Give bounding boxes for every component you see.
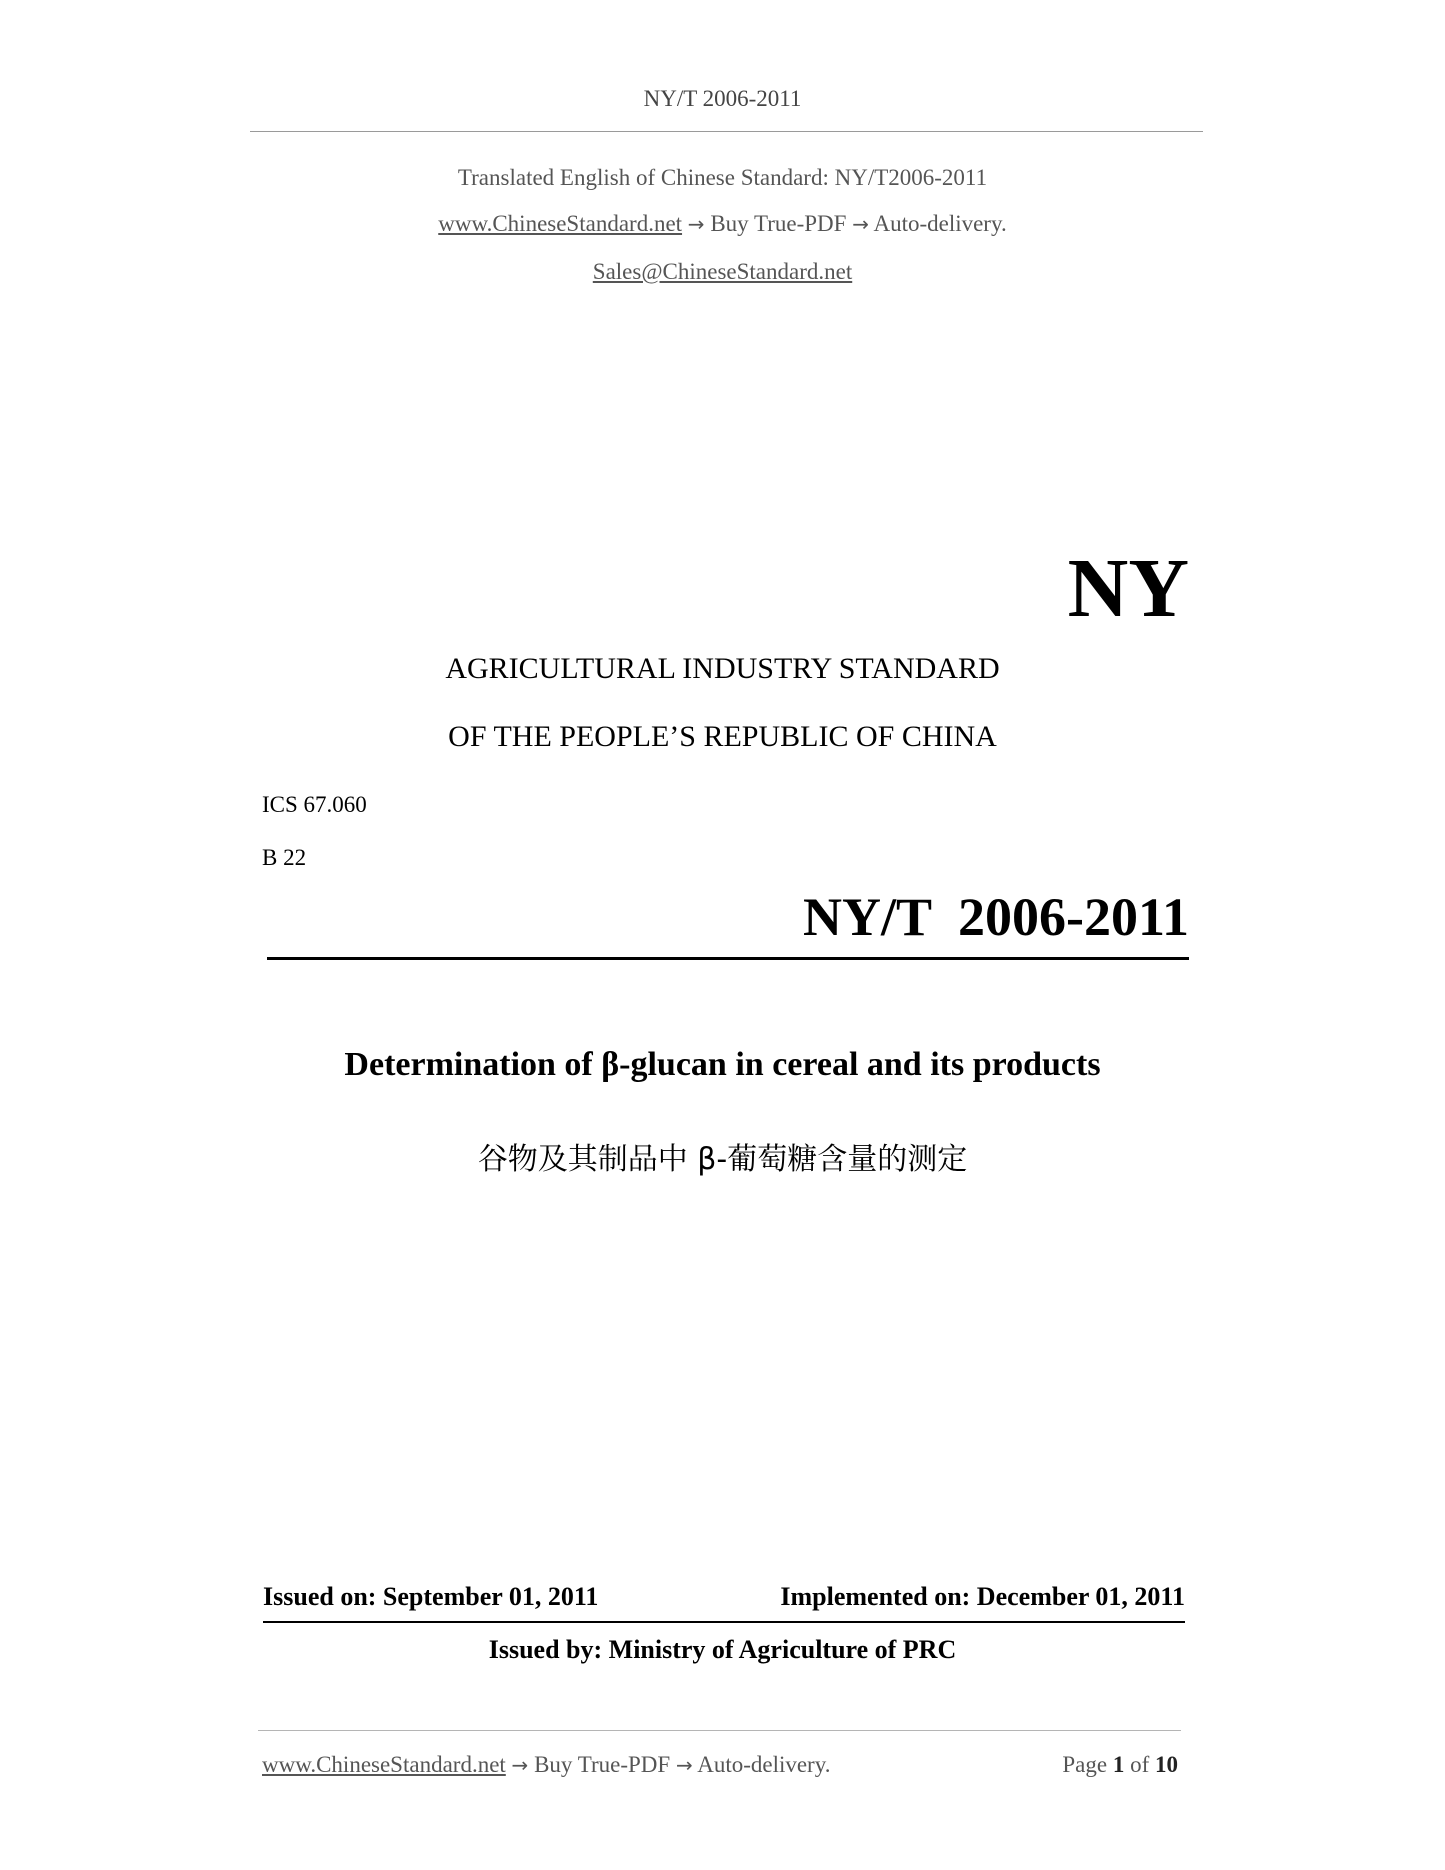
ccs-code: B 22 bbox=[262, 845, 307, 870]
dates-rule bbox=[263, 1621, 1185, 1623]
running-header: NY/T 2006-2011 bbox=[643, 86, 802, 111]
header-divider bbox=[250, 131, 1203, 132]
footer-website-link[interactable]: www.ChineseStandard.net bbox=[262, 1752, 506, 1777]
issuing-body: Issued by: Ministry of Agriculture of PRC bbox=[488, 1635, 957, 1664]
purchase-line bbox=[0, 209, 1445, 239]
arrow-right-icon: → bbox=[687, 212, 705, 236]
page-current: 1 bbox=[1112, 1752, 1125, 1777]
footer-buy-true-pdf-text: Buy True-PDF bbox=[534, 1752, 671, 1777]
email-line bbox=[0, 257, 1445, 287]
arrow-right-icon: → bbox=[675, 1753, 693, 1777]
website-link[interactable]: www.ChineseStandard.net bbox=[438, 211, 683, 236]
buy-true-pdf-text: Buy True-PDF bbox=[710, 211, 847, 236]
page-indicator bbox=[1062, 1750, 1178, 1780]
arrow-right-icon: → bbox=[852, 212, 869, 236]
footer-purchase-line bbox=[262, 1750, 830, 1780]
translation-notice: Translated English of Chinese Standard: NY/T2006-2011 bbox=[457, 165, 988, 190]
document-title-english: Determination of β-glucan in cereal and its products bbox=[344, 1046, 1101, 1083]
standard-category-code: NY bbox=[1067, 542, 1189, 635]
ics-code: ICS 67.060 bbox=[262, 792, 367, 817]
issued-on-date: Issued on: September 01, 2011 bbox=[263, 1582, 599, 1611]
of-label: of bbox=[1130, 1752, 1150, 1777]
footer-divider bbox=[258, 1730, 1181, 1731]
standard-number-rule bbox=[267, 957, 1189, 960]
document-title-chinese: 谷物及其制品中 β-葡萄糖含量的测定 bbox=[477, 1142, 968, 1177]
issuing-authority-line-1: AGRICULTURAL INDUSTRY STANDARD bbox=[445, 652, 1000, 685]
auto-delivery-text: Auto-delivery. bbox=[873, 211, 1007, 236]
arrow-right-icon: → bbox=[511, 1753, 529, 1777]
page-total: 10 bbox=[1155, 1752, 1178, 1777]
email-link[interactable]: Sales@ChineseStandard.net bbox=[592, 259, 853, 284]
issuing-authority-line-2: OF THE PEOPLE’S REPUBLIC OF CHINA bbox=[448, 720, 997, 753]
footer-auto-delivery-text: Auto-delivery. bbox=[697, 1752, 831, 1777]
page-label: Page bbox=[1062, 1752, 1108, 1777]
implemented-on-date: Implemented on: December 01, 2011 bbox=[780, 1582, 1185, 1611]
standard-number: NY/T 2006-2011 bbox=[802, 887, 1189, 947]
